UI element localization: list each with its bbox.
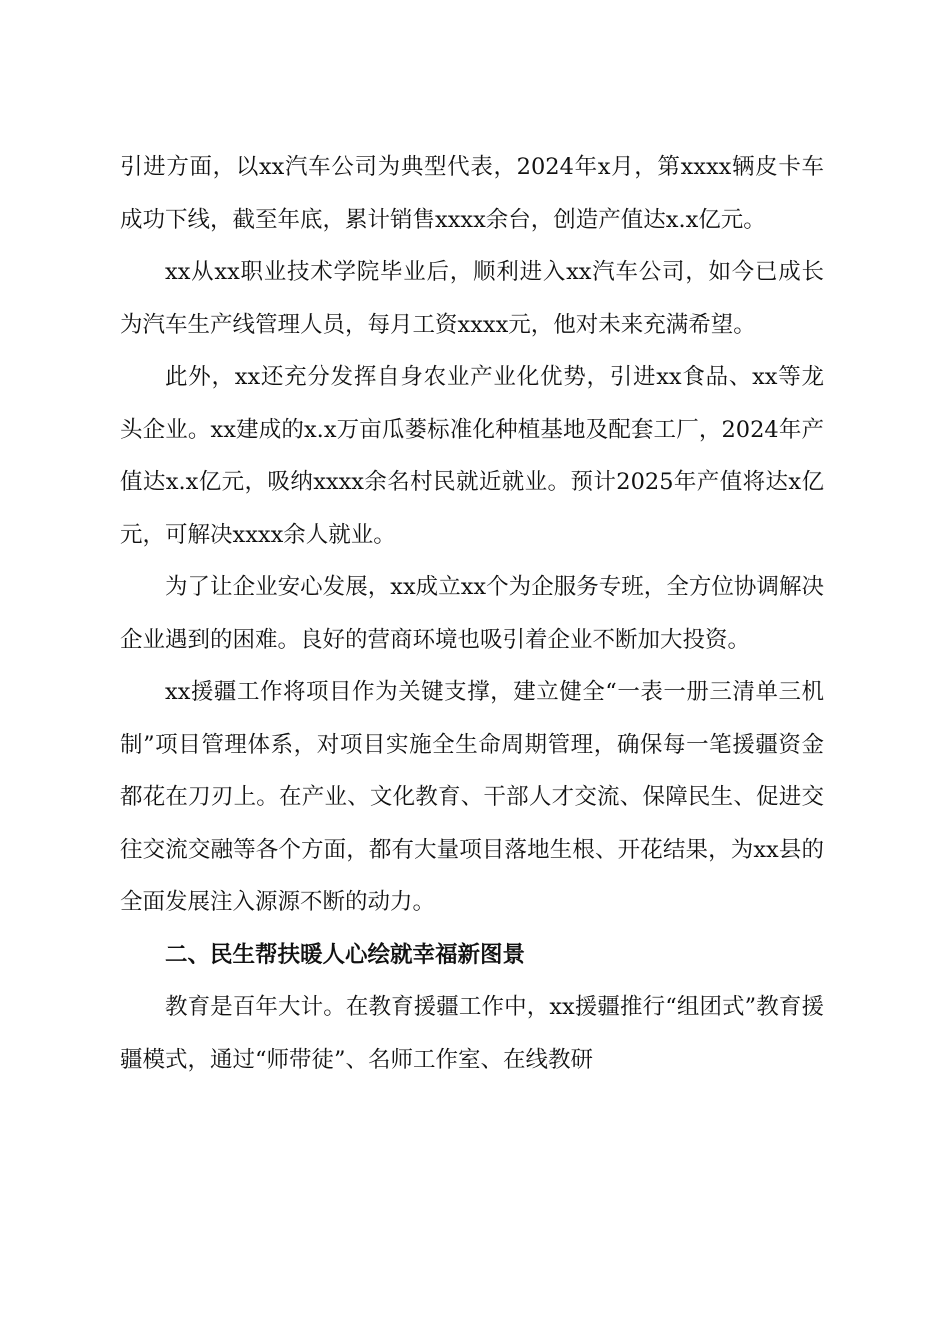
document-body <box>120 141 824 1086</box>
section-heading: 二、民生帮扶暖人心绘就幸福新图景 <box>165 941 526 968</box>
paragraph-education: 教育是百年大计。在教育援疆工作中，xx援疆推行“组团式”教育援疆模式，通过“师带徒”、名师工作室、在线教研 <box>120 994 824 1073</box>
paragraph-agriculture: 此外，xx还充分发挥自身农业产业化优势，引进xx食品、xx等龙头企业。xx建成的x.x万亩瓜蒌标准化种植基地及配套工厂，2024年产值达x.x亿元，吸纳xxxx余名村民就近就业。预计2025年产值将达x亿元，可解决xxxx余人就业。 <box>120 364 824 548</box>
paragraph-business-service: 为了让企业安心发展，xx成立xx个为企服务专班，全方位协调解决企业遇到的困难。良好的营商环境也吸引着企业不断加大投资。 <box>120 574 824 653</box>
paragraph-project-management: xx援疆工作将项目作为关键支撑，建立健全“一表一册三清单三机制”项目管理体系，对项目实施全生命周期管理，确保每一笔援疆资金都花在刀刃上。在产业、文化教育、干部人才交流、保障民生、促进交往交流交融等各个方面，都有大量项目落地生根、开花结果，为xx县的全面发展注入源源不断的动力。 <box>120 679 824 915</box>
paragraph-graduate-story: xx从xx职业技术学院毕业后，顺利进入xx汽车公司，如今已成长为汽车生产线管理人员，每月工资xxxx元，他对未来充满希望。 <box>120 259 824 338</box>
paragraph-intro-continuation: 引进方面，以xx汽车公司为典型代表，2024年x月，第xxxx辆皮卡车成功下线，截至年底，累计销售xxxx余台，创造产值达x.x亿元。 <box>120 154 824 233</box>
